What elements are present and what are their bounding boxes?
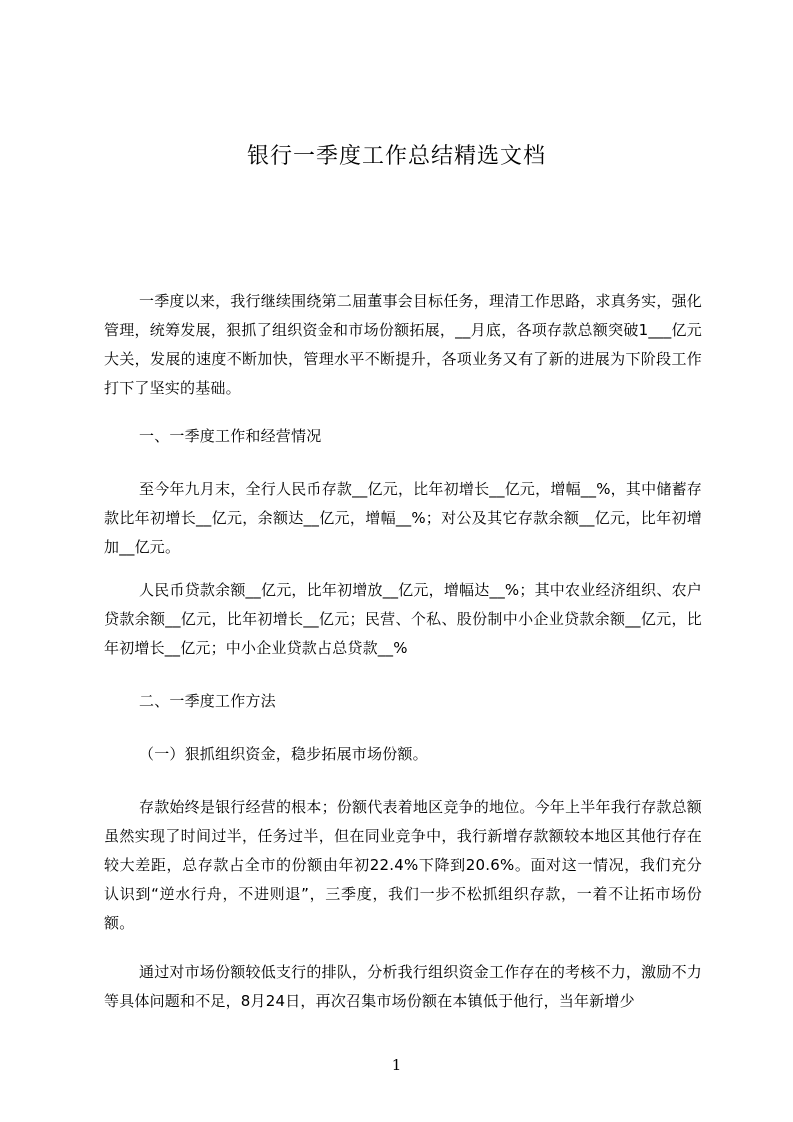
section-heading-2: 二、一季度工作方法: [139, 692, 276, 710]
page-number: 1: [391, 1056, 402, 1074]
paragraph-deposits: 至今年九月末，全行人民币存款__亿元，比年初增长__亿元，增幅__%，其中储蓄存款比年初增长__亿元，余额达__亿元，增幅__%；对公及其它存款余额__亿元，比年初增加__亿元。: [104, 480, 702, 556]
section-heading-1: 一、一季度工作和经营情况: [139, 427, 322, 445]
document-title: 银行一季度工作总结精选文档: [246, 144, 546, 169]
subsection-heading-1: （一）狠抓组织资金，稳步拓展市场份额。: [139, 745, 428, 763]
paragraph-intro: 一季度以来，我行继续围绕第二届董事会目标任务，理清工作思路，求真务实，强化管理，统筹发展，狠抓了组织资金和市场份额拓展，__月底，各项存款总额突破1___亿元大关，发展的速度不断加快，管理水平不断提升，各项业务又有了新的进展为下阶段工作打下了坚实的基础。: [104, 292, 702, 397]
paragraph-loans: 人民币贷款余额__亿元，比年初增放__亿元，增幅达__%；其中农业经济组织、农户贷款余额__亿元，比年初增长__亿元；民营、个私、股份制中小企业贷款余额__亿元，比年初增长__亿元；中小企业贷款占总贷款__%: [104, 581, 702, 657]
paragraph-market-analysis: 通过对市场份额较低支行的排队，分析我行组织资金工作存在的考核不力，激励不力等具体问题和不足，8月24日，再次召集市场份额在本镇低于他行，当年新增少: [104, 963, 702, 1010]
paragraph-deposit-strategy: 存款始终是银行经营的根本；份额代表着地区竞争的地位。今年上半年我行存款总额虽然实现了时间过半，任务过半，但在同业竞争中，我行新增存款额较本地区其他行存在较大差距，总存款占全市的份额由年初22.4%下降到20.6%。面对这一情况，我们充分认识到“逆水行舟，不进则退”，三季度，我们一步不松抓组织存款，一着不让拓市场份额。: [104, 798, 702, 932]
